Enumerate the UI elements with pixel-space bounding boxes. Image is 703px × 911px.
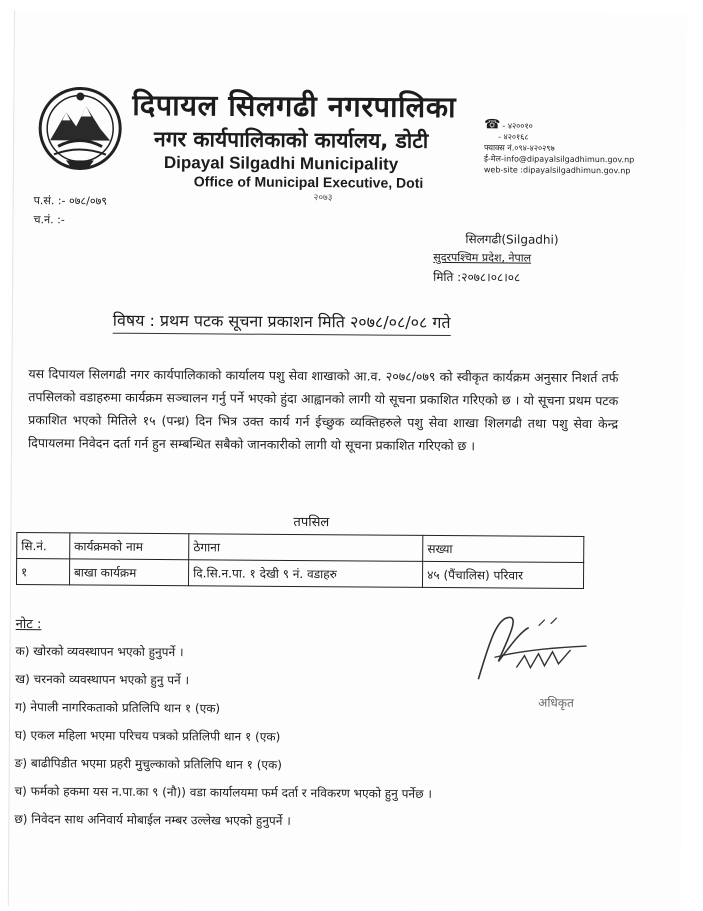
fax-number: फ्याक्स नं.०९४-४२०२९७	[484, 143, 555, 153]
phone-number-1: - ४२००१०	[502, 121, 533, 131]
office-name-english: Office of Municipal Executive, Doti	[193, 173, 424, 191]
note-item: छ) निवेदन साथ अनिवार्य मोबाईल नम्बर उल्लेख भएको हुनुपर्ने ।	[14, 812, 291, 828]
document-page	[8, 10, 687, 911]
municipality-name-english: Dipayal Silgadhi Municipality	[163, 153, 399, 174]
email-address: ई-मेल-info@dipayalsilgadhimun.gov.np	[483, 154, 635, 165]
column-header: कार्यक्रमको नाम	[70, 533, 189, 560]
letter-reference-number: प.सं. :- ०७८/०७९	[33, 194, 108, 208]
column-header: सि.नं.	[17, 533, 70, 559]
municipality-emblem-icon	[36, 84, 125, 175]
column-header: ठेगाना	[189, 534, 423, 562]
column-header: सख्या	[423, 535, 584, 562]
municipality-name-nepali: दिपायल सिलगढी नगरपालिका	[132, 87, 457, 125]
table-cell: बाखा कार्यक्रम	[69, 559, 188, 586]
note-item: ङ) बाढीपिडीत भएमा प्रहरी मुचुल्काको प्रतिलिपि थान १ (एक)	[14, 756, 283, 772]
table-cell: १	[16, 559, 69, 585]
place-name: सिलगढी(Silgadhi)	[465, 232, 559, 247]
subject-line: विषय : प्रथम पटक सूचना प्रकाशन मिति २०७८/०८/०८ गते	[113, 309, 451, 336]
province-name: सुदरपश्चिम प्रदेश, नेपाल	[433, 250, 532, 265]
office-name-nepali: नगर कार्यपालिकाको कार्यालय, डोटी	[154, 126, 429, 153]
officer-title: अधिकृत	[538, 695, 574, 710]
note-item: च) फर्मको हकमा यस न.पा.का ९ (नौ)) वडा कार्यालयमा फर्म दर्ता र नविकरण भएको हुनु पर्नेछ ।	[14, 784, 432, 801]
phone-icon: ☎	[484, 117, 501, 133]
dispatch-number: च.नं. :-	[33, 213, 65, 227]
table-cell: दि.सि.न.पा. १ देखी ९ नं. वडाहरु	[189, 560, 423, 588]
letter-date: मिति :२०७८।०८।०८	[433, 269, 521, 285]
seal-number: २०७३	[313, 193, 333, 204]
details-heading: तपसिल	[293, 514, 330, 531]
table-header-row	[17, 533, 584, 563]
notice-body: यस दिपायल सिलगढी नगर कार्यपालिकाको कार्यालय पशु सेवा शाखाको आ.व. २०७८/०७९ को स्वीकृत कार्यक्रम अनुसार निशर्त तर्फ तपसिलको वडाहरुमा कार्यक्रम सञ्चालन गर्नु पर्ने भएको हुंदा आह्वानको लागी यो सूचना प्रकाशित गरिएको छ । यो सूचना प्रथम पटक प्रकाशित भएको मितिले १५ (पन्ध्र) दिन भित्र उक्त कार्य गर्न ईच्छुक व्यक्तिहरुले पशु सेवा शाखा शिलगढी तथा पशु सेवा केन्द्र दिपायलमा निवेदन दर्ता गर्न हुन सम्बन्धित सबैको जानकारीको लागी यो सूचना प्रकाशित गरिएको छ ।	[27, 366, 619, 454]
table-cell: ४५ (पैंचालिस) परिवार	[423, 561, 584, 588]
program-table	[16, 532, 584, 589]
notes-title: नोट :	[15, 617, 42, 633]
phone-number-2: - ४२०१६८	[498, 132, 529, 142]
note-item: ख) चरनको व्यवस्थापन भएको हुनु पर्ने ।	[15, 672, 190, 688]
website-address: web-site :dipayalsilgadhimun.gov.np	[483, 165, 631, 176]
note-item: घ) एकल महिला भएमा परिचय पत्रको प्रतिलिपी थान १ (एक)	[14, 728, 281, 744]
note-item: ग) नेपाली नागरिकताको प्रतिलिपि थान १ (एक)	[15, 700, 221, 716]
note-item: क) खोरको व्यवस्थापन भएको हुनुपर्ने ।	[15, 644, 184, 660]
table-row	[16, 559, 583, 589]
contact-block	[484, 119, 635, 176]
handwritten-signature	[458, 605, 599, 686]
